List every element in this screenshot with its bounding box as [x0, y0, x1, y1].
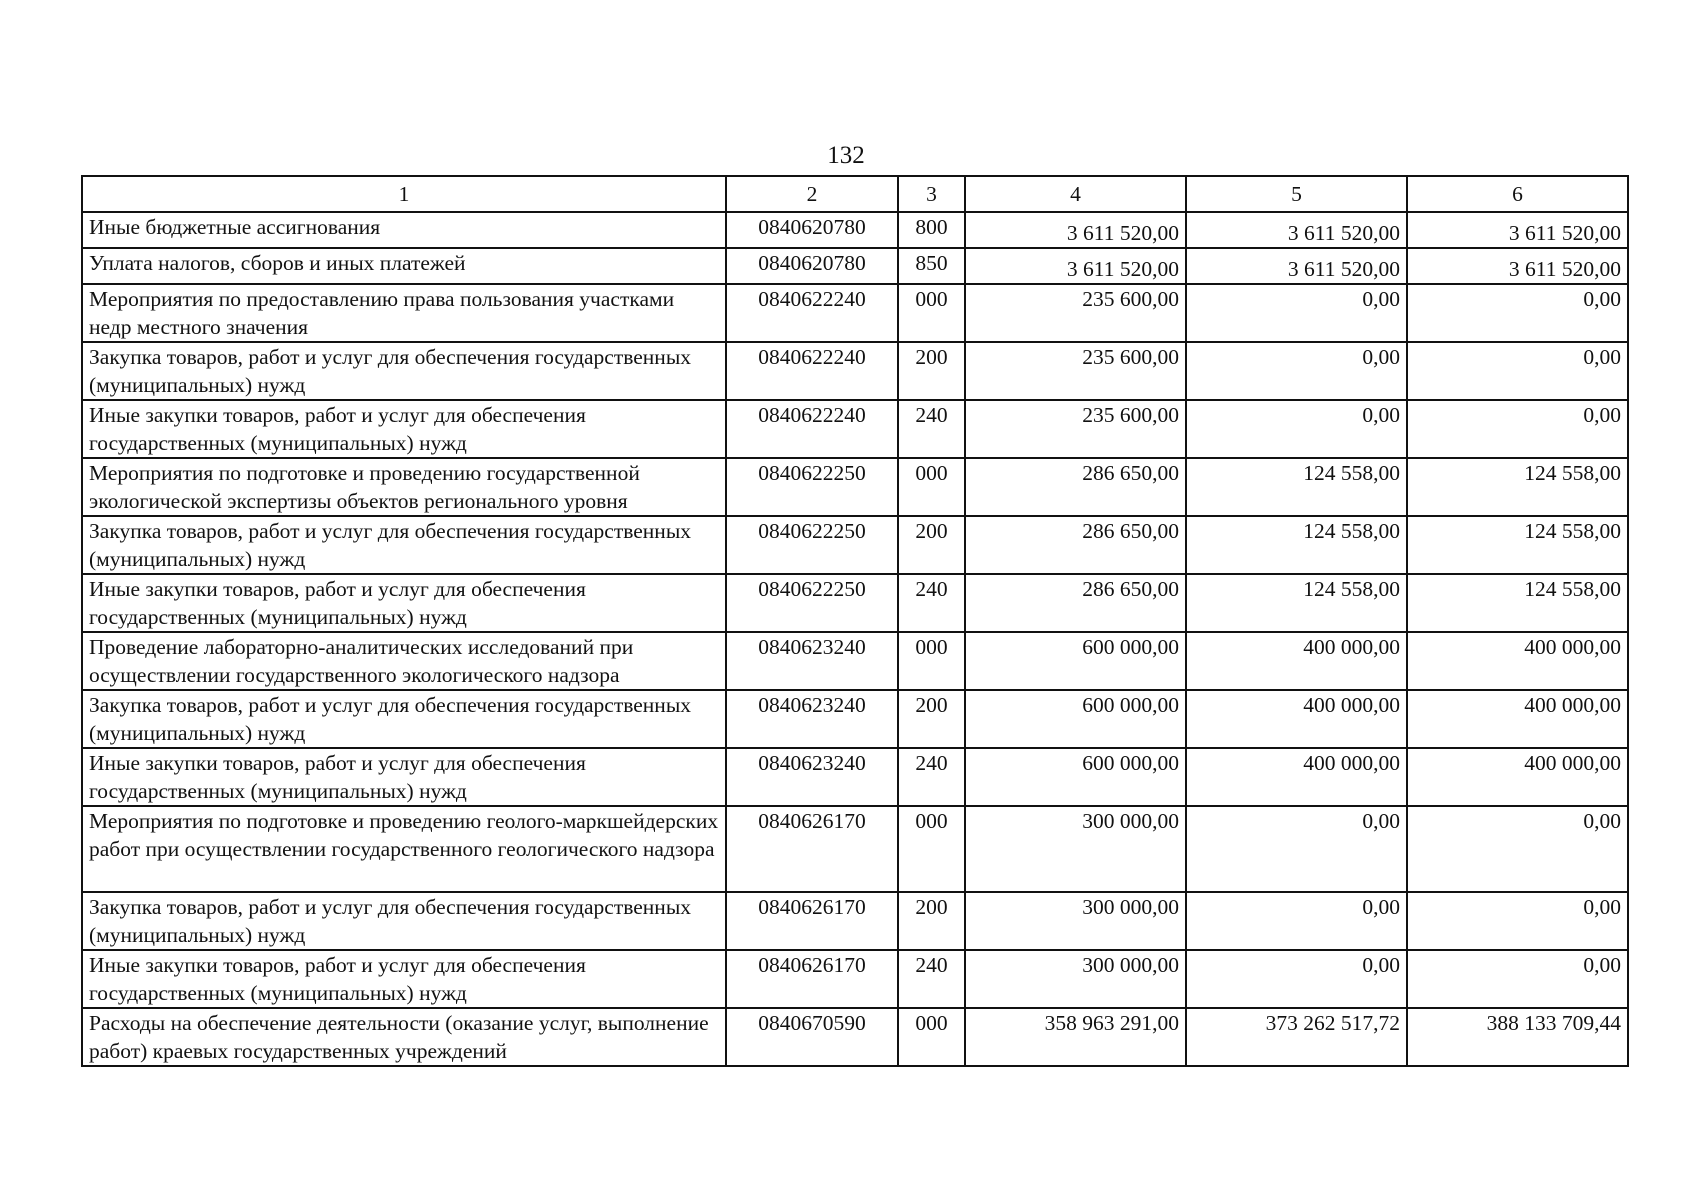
table-row	[82, 248, 1628, 284]
row-value-6: 400 000,00	[1407, 690, 1628, 748]
row-value-6: 124 558,00	[1407, 458, 1628, 516]
row-type: 850	[898, 248, 965, 284]
row-value-4: 286 650,00	[965, 516, 1186, 574]
row-value-5: 0,00	[1186, 284, 1407, 342]
row-value-6: 0,00	[1407, 892, 1628, 950]
row-name: Иные закупки товаров, работ и услуг для обеспечения государственных (муниципальных) нужд	[82, 400, 726, 458]
row-value-5: 124 558,00	[1186, 516, 1407, 574]
row-type: 200	[898, 690, 965, 748]
table-row	[82, 690, 1628, 748]
table-row	[82, 284, 1628, 342]
table-row	[82, 1008, 1628, 1066]
row-value-6: 0,00	[1407, 400, 1628, 458]
row-type: 240	[898, 400, 965, 458]
column-header-4: 4	[965, 176, 1186, 212]
row-name: Уплата налогов, сборов и иных платежей	[82, 248, 726, 284]
row-name: Иные закупки товаров, работ и услуг для обеспечения государственных (муниципальных) нужд	[82, 748, 726, 806]
column-header-5: 5	[1186, 176, 1407, 212]
row-name: Закупка товаров, работ и услуг для обеспечения государственных (муниципальных) нужд	[82, 342, 726, 400]
row-name: Расходы на обеспечение деятельности (оказание услуг, выполнение работ) краевых государственных учреждений	[82, 1008, 726, 1066]
row-value-4: 300 000,00	[965, 806, 1186, 892]
row-value-5: 0,00	[1186, 400, 1407, 458]
table-row	[82, 632, 1628, 690]
row-value-6: 388 133 709,44	[1407, 1008, 1628, 1066]
row-value-6: 124 558,00	[1407, 574, 1628, 632]
row-code: 0840622240	[726, 342, 898, 400]
column-header-2: 2	[726, 176, 898, 212]
column-header-1: 1	[82, 176, 726, 212]
row-value-5: 0,00	[1186, 950, 1407, 1008]
row-value-6: 0,00	[1407, 806, 1628, 892]
row-value-5: 400 000,00	[1186, 690, 1407, 748]
row-value-4: 600 000,00	[965, 632, 1186, 690]
row-value-6: 3 611 520,00	[1407, 248, 1628, 284]
row-type: 000	[898, 1008, 965, 1066]
row-code: 0840622240	[726, 400, 898, 458]
row-value-4: 358 963 291,00	[965, 1008, 1186, 1066]
row-type: 800	[898, 212, 965, 248]
row-type: 240	[898, 748, 965, 806]
row-value-4: 235 600,00	[965, 342, 1186, 400]
row-name: Иные бюджетные ассигнования	[82, 212, 726, 248]
column-header-6: 6	[1407, 176, 1628, 212]
row-name: Мероприятия по подготовке и проведению государственной экологической экспертизы объектов регионального уровня	[82, 458, 726, 516]
row-value-6: 3 611 520,00	[1407, 212, 1628, 248]
row-value-5: 400 000,00	[1186, 748, 1407, 806]
row-type: 240	[898, 574, 965, 632]
row-name: Закупка товаров, работ и услуг для обеспечения государственных (муниципальных) нужд	[82, 690, 726, 748]
row-value-6: 0,00	[1407, 342, 1628, 400]
row-value-6: 124 558,00	[1407, 516, 1628, 574]
table-row	[82, 892, 1628, 950]
row-name: Проведение лабораторно-аналитических исследований при осуществлении государственного экологического надзора	[82, 632, 726, 690]
row-value-6: 400 000,00	[1407, 632, 1628, 690]
row-value-5: 3 611 520,00	[1186, 212, 1407, 248]
row-value-5: 400 000,00	[1186, 632, 1407, 690]
row-code: 0840623240	[726, 632, 898, 690]
row-value-5: 0,00	[1186, 892, 1407, 950]
row-code: 0840626170	[726, 806, 898, 892]
row-value-4: 286 650,00	[965, 574, 1186, 632]
row-code: 0840622240	[726, 284, 898, 342]
row-value-5: 124 558,00	[1186, 574, 1407, 632]
table-row	[82, 806, 1628, 892]
row-value-4: 3 611 520,00	[965, 248, 1186, 284]
row-type: 000	[898, 806, 965, 892]
row-type: 000	[898, 632, 965, 690]
page-number: 132	[827, 142, 865, 169]
row-code: 0840620780	[726, 212, 898, 248]
row-code: 0840623240	[726, 748, 898, 806]
row-code: 0840623240	[726, 690, 898, 748]
row-type: 200	[898, 342, 965, 400]
row-code: 0840622250	[726, 458, 898, 516]
budget-table	[81, 175, 1629, 1067]
row-value-5: 0,00	[1186, 342, 1407, 400]
table-row	[82, 400, 1628, 458]
row-value-6: 0,00	[1407, 950, 1628, 1008]
row-code: 0840626170	[726, 892, 898, 950]
row-value-4: 286 650,00	[965, 458, 1186, 516]
row-name: Иные закупки товаров, работ и услуг для обеспечения государственных (муниципальных) нужд	[82, 950, 726, 1008]
row-value-5: 3 611 520,00	[1186, 248, 1407, 284]
row-name: Иные закупки товаров, работ и услуг для обеспечения государственных (муниципальных) нужд	[82, 574, 726, 632]
row-value-6: 400 000,00	[1407, 748, 1628, 806]
row-value-4: 600 000,00	[965, 690, 1186, 748]
row-code: 0840622250	[726, 516, 898, 574]
table-row	[82, 950, 1628, 1008]
row-value-4: 235 600,00	[965, 400, 1186, 458]
row-value-4: 235 600,00	[965, 284, 1186, 342]
row-value-4: 300 000,00	[965, 950, 1186, 1008]
row-type: 200	[898, 892, 965, 950]
table-row	[82, 574, 1628, 632]
row-name: Закупка товаров, работ и услуг для обеспечения государственных (муниципальных) нужд	[82, 892, 726, 950]
row-code: 0840626170	[726, 950, 898, 1008]
row-value-4: 3 611 520,00	[965, 212, 1186, 248]
table-row	[82, 748, 1628, 806]
row-value-4: 600 000,00	[965, 748, 1186, 806]
header-row	[82, 176, 1628, 212]
row-code: 0840670590	[726, 1008, 898, 1066]
row-code: 0840620780	[726, 248, 898, 284]
table-row	[82, 342, 1628, 400]
row-value-6: 0,00	[1407, 284, 1628, 342]
row-type: 000	[898, 284, 965, 342]
row-name: Мероприятия по предоставлению права пользования участками недр местного значения	[82, 284, 726, 342]
row-type: 200	[898, 516, 965, 574]
row-value-5: 124 558,00	[1186, 458, 1407, 516]
row-type: 000	[898, 458, 965, 516]
row-value-5: 0,00	[1186, 806, 1407, 892]
row-value-5: 373 262 517,72	[1186, 1008, 1407, 1066]
table-row	[82, 212, 1628, 248]
row-code: 0840622250	[726, 574, 898, 632]
row-value-4: 300 000,00	[965, 892, 1186, 950]
row-name: Закупка товаров, работ и услуг для обеспечения государственных (муниципальных) нужд	[82, 516, 726, 574]
column-header-3: 3	[898, 176, 965, 212]
table-row	[82, 458, 1628, 516]
row-name: Мероприятия по подготовке и проведению геолого-маркшейдерских работ при осуществлении государственного геологического надзора	[82, 806, 726, 892]
table-row	[82, 516, 1628, 574]
row-type: 240	[898, 950, 965, 1008]
